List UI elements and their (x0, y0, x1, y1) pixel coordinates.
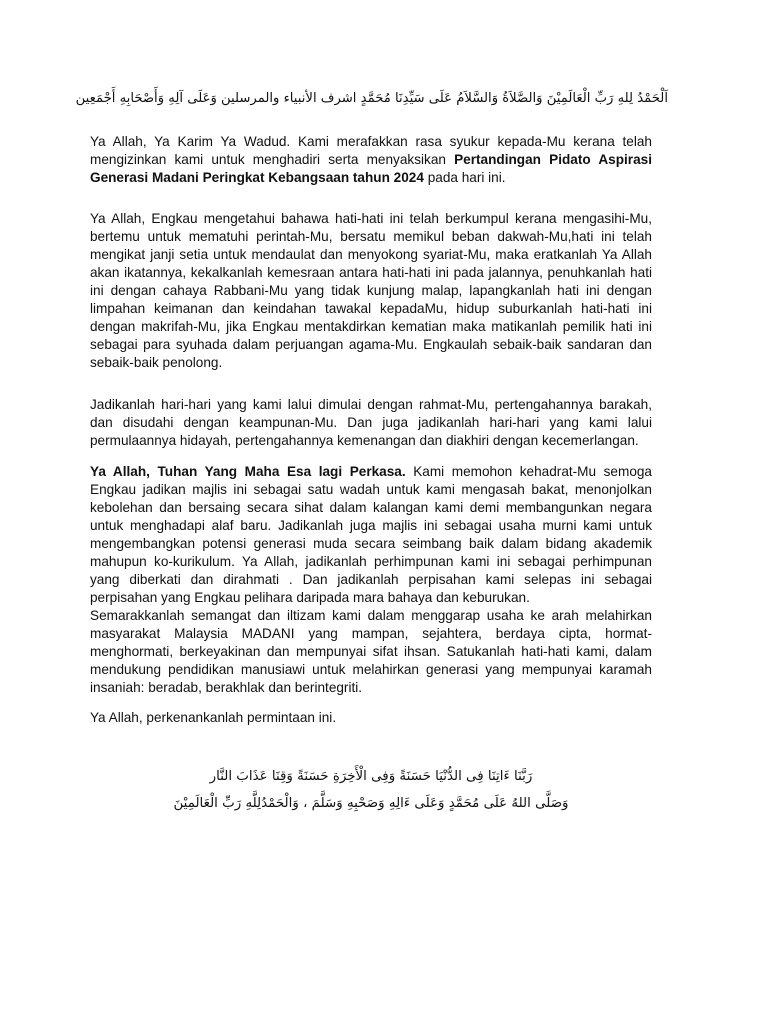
paragraph-majlis-prayer (90, 463, 652, 607)
paragraph-madani-spirit: Semarakkanlah semangat dan iltizam kami dalam menggarap usaha ke arah melahirkan masyarakat Malaysia MADANI yang mampan, sejahtera, berdaya cipta, hormat-menghormati, berkeyakinan dan mempunyai sifat ihsan. Satukanlah hati-hati kami, dalam mendukung pendidikan manusiawi untuk melahirkan generasi yang mempunyai karamah insaniah: beradab, berakhlak dan berintegriti. (90, 608, 652, 695)
paragraph-thanksgiving (90, 133, 652, 187)
opening-arabic-salutation: اَلْحَمْدُ لِلهِ رَبِّ الْعَالَمِيْنَ وَالصَّلاَةُ وَالسَّلاَمُ عَلَى سَيِّدِنَا مُحَمَّدٍ اشرف الأنبياء والمرسلين وَعَلَى آلِهِ وَأَصْحَابِهِ أَجْمَعِين (75, 91, 668, 106)
closing-arabic-dua-line-1: رَبَّنَا ءَاتِنَا فِى الدُّنْيَا حَسَنَةً وَفِى الْأَخِرَةِ حَسَنَةً وَقِنَا عَذَابَ النَّار (209, 769, 533, 784)
paragraph-closing-request: Ya Allah, perkenankanlah permintaan ini. (90, 710, 337, 725)
closing-arabic-dua-line-2: وَصَلَّى اللهُ عَلَى مُحَمَّدٍ وَعَلَى ءَالِهِ وَصَحْبِهِ وَسَلَّمَ ، وَالْحَمْدُلِلَّهِ رَبِّ الْعَالَمِيْنَ (173, 796, 569, 811)
paragraph-thanksgiving-end: pada hari ini. (423, 170, 506, 185)
paragraph-majlis-heading: Ya Allah, Tuhan Yang Maha Esa lagi Perkasa. (90, 464, 406, 479)
document-page (75, 0, 668, 1024)
paragraph-hearts-gathered: Ya Allah, Engkau mengetahui bahawa hati-hati ini telah berkumpul kerana mengasihi-Mu, bertemu untuk mematuhi perintah-Mu, bersatu memikul beban dakwah-Mu,hati ini telah mengikat janji setia untuk mendaulat dan menyokong syariat-Mu, maka eratkanlah Ya Allah akan ikatannya, kekalkanlah kemesraan antara hati-hati ini pada jalannya, penuhkanlah hati ini dengan cahaya Rabbani-Mu yang tidak kunjung malap, lapangkanlah hati ini dengan limpahan keimanan dan keindahan tawakal kepadaMu, hidup suburkanlah hati-hati ini dengan makrifah-Mu, jika Engkau mentakdirkan kematian maka matikanlah pemilik hati ini sebagai para syuhada dalam perjuangan agama-Mu. Engkaulah sebaik-baik sandaran dan sebaik-baik penolong. (90, 211, 652, 370)
paragraph-thanksgiving-text: Ya Allah, Ya Karim Ya Wadud. Kami merafakkan rasa syukur kepada-Mu kerana telah mengizinkan kami untuk menghadiri serta menyaksikan (90, 134, 652, 167)
paragraph-days-blessing: Jadikanlah hari-hari yang kami lalui dimulai dengan rahmat-Mu, pertengahannya barakah, dan disudahi dengan keampunan-Mu. Dan juga jadikanlah hari-hari yang kami lalui permulaannya hidayah, pertengahannya kemenangan dan diakhiri dengan kecemerlangan. (90, 397, 652, 448)
paragraph-majlis-text: Kami memohon kehadrat-Mu semoga Engkau jadikan majlis ini sebagai satu wadah untuk kami mengasah bakat, menonjolkan kebolehan dan bersaing secara sihat dalam kalangan kami demi membangunkan negara untuk menghadapi alaf baru. Jadikanlah juga majlis ini sebagai usaha murni kami untuk mengembangkan potensi generasi muda secara seimbang baik dalam bidang akademik mahupun ko-kurikulum. Ya Allah, jadikanlah perhimpunan kami ini sebagai perhimpunan yang diberkati dan dirahmati . Dan jadikanlah perpisahan kami selepas ini sebagai perpisahan yang Engkau pelihara daripada mara bahaya dan keburukan. (90, 464, 652, 605)
event-name: Pertandingan Pidato Aspirasi Generasi Madani Peringkat Kebangsaan tahun 2024 (90, 152, 652, 185)
